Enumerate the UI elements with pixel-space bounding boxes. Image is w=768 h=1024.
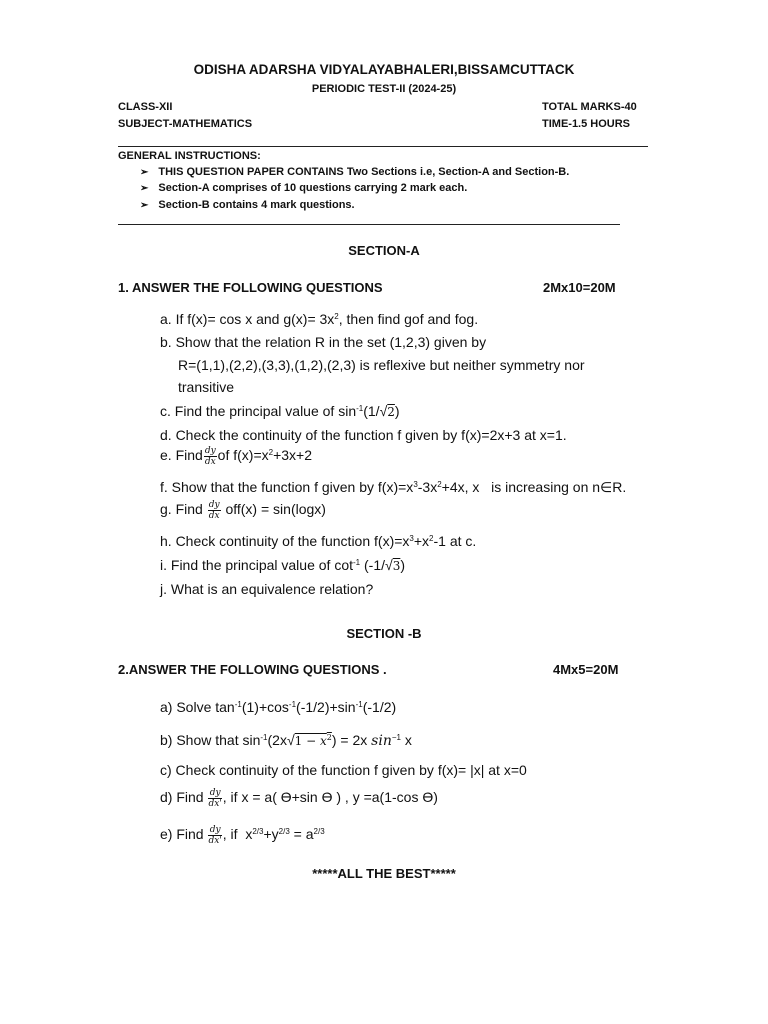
question-1g: g. Find $\frac{dy}{dx}$ off(x) = sin(logx) (160, 500, 326, 521)
question-1e: e. Find $\frac{dy}{dx}$ of $f(x)=x^2+3x+2$ (160, 446, 313, 467)
time-label: TIME-1.5 HOURS (542, 118, 631, 130)
question-1b: b. Show that the relation R in the set (1,2,3) given by (160, 334, 487, 350)
question-1a: a. If f(x)= cos x and $g(x)= 3x^2$, then find gof and fog. (160, 311, 479, 327)
subject-label: SUBJECT-MATHEMATICS (118, 118, 253, 130)
arrow-bullet-icon: ➢ (140, 183, 149, 194)
arrow-bullet-icon: ➢ (140, 200, 149, 211)
instructions-divider (118, 224, 620, 225)
closing-message: *****ALL THE BEST***** (312, 866, 456, 881)
instruction-item: ➢ Section-B contains 4 mark questions. (140, 199, 355, 211)
question-1d: d. Check the continuity of the function f given by f(x)=2x+3 at x=1. (160, 427, 567, 443)
school-name: ODISHA ADARSHA VIDYALAYABHALERI,BISSAMCUTTACK (193, 62, 575, 77)
question-1f: f. Show that the function f given by $f(x)=x^3-3x^2+4x$, x is increasing on n∈R. (160, 479, 627, 495)
dy-dx-fraction: $\frac{dy}{dx}$ (204, 446, 216, 467)
section-a-marks: 2Mx10=20M (543, 280, 616, 295)
dy-dx-fraction: $\frac{dy}{dx}$ (208, 500, 220, 521)
question-2b: b) Show that $\sin^{-1}(2x√1 - x^2) = 2x$ $\sin^{-1} x$ (160, 732, 412, 749)
instruction-item: ➢ Section-A comprises of 10 questions carrying 2 mark each. (140, 182, 468, 194)
section-a-heading: 1. ANSWER THE FOLLOWING QUESTIONS (118, 280, 383, 295)
instructions-title: GENERAL INSTRUCTIONS: (118, 150, 261, 162)
question-1j: j. What is an equivalence relation? (160, 581, 374, 597)
question-2a: a) Solve $\tan^{-1}(1)+\cos^{-1}(-1/2)+\sin^{-1}(-1/2)$ (160, 699, 397, 715)
section-b-title: SECTION -B (346, 626, 422, 641)
exam-title: PERIODIC TEST-II (2024-25) (311, 83, 457, 95)
question-1b-cont: transitive (178, 379, 235, 395)
question-1h: h. Check continuity of the function $f(x)=x^3+x^2-1$ at c. (160, 533, 477, 549)
question-1i: i. Find the principal value of $\cot^{-1} (-1/√3)$ (160, 557, 406, 573)
question-2e: e) Find $\frac{dy}{dx'}$ , if $x^{2/3}+y^{2/3} = a^{2/3}$ (160, 825, 325, 846)
instruction-item: ➢ THIS QUESTION PAPER CONTAINS Two Sections i.e, Section-A and Section-B. (140, 166, 570, 178)
total-marks: TOTAL MARKS-40 (542, 101, 637, 113)
arrow-bullet-icon: ➢ (140, 167, 149, 178)
dy-dx-fraction: $\frac{dy}{dx'}$ (208, 825, 222, 846)
question-2d: d) Find $\frac{dy}{dx'}$ , if x = a( ϴ+sin ϴ ) , y =a(1-cos ϴ) (160, 788, 438, 809)
question-1b-cont: R=(1,1),(2,2),(3,3),(1,2),(2,3) is reflexive but neither symmetry nor (178, 357, 585, 373)
question-2c: c) Check continuity of the function f given by f(x)= |x| at x=0 (160, 762, 527, 778)
section-b-marks: 4Mx5=20M (553, 662, 619, 677)
dy-dx-fraction: $\frac{dy}{dx'}$ (208, 788, 222, 809)
class-label: CLASS-XII (118, 101, 173, 113)
section-a-title: SECTION-A (348, 243, 420, 258)
header-divider (118, 146, 648, 147)
section-b-heading: 2.ANSWER THE FOLLOWING QUESTIONS . (118, 662, 387, 677)
question-1c: c. Find the principal value of $\sin^{-1}(1/√2)$ (160, 403, 400, 419)
